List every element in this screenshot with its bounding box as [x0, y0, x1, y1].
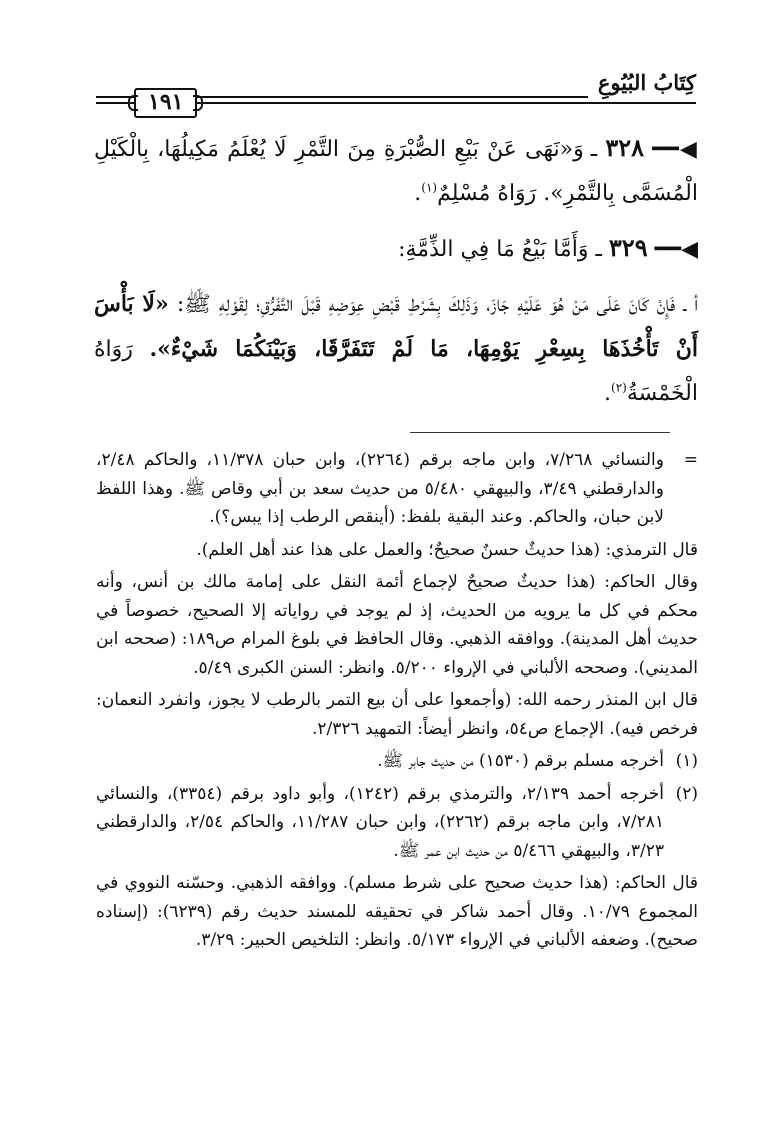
main-text: [94, 126, 698, 426]
footnote-2: [96, 780, 698, 866]
item-text: ـ وَ«نَهَى عَنْ بَيْعِ الصُّبْرَةِ مِنَ التَّمْرِ لَا يُعْلَمُ مَكِيلُهَا، بِالْكَيْلِ الْمُسَمَّى بِالتَّمْرِ». رَوَاهُ مُسْلِمٌ: [94, 137, 698, 206]
footnote-text: أخرجه أحمد ٢/١٣٩، والترمذي برقم (١٢٤٢)، وأبو داود برقم (٣٣٥٤)، والنسائي ٧/٢٨١، وابن ماجه برقم (٢٢٦٢)، وابن حبان ١١/٢٨٧، والحاكم ٢/٥٤، والدارقطني ٣/٢٣، والبيهقي ٥/٤٦٦ من حديث ابن عمر ﷺ.: [96, 783, 664, 861]
footnote-ref: (٢): [611, 380, 627, 395]
footnote-ref: (١): [421, 180, 438, 195]
footnote-separator: [410, 432, 670, 433]
item-328: ◀━━ ٣٢٨ ـ وَ«نَهَى عَنْ بَيْعِ الصُّبْرَةِ مِنَ التَّمْرِ لَا يُعْلَمُ مَكِيلُهَا، بِالْكَيْلِ الْمُسَمَّى بِالتَّمْرِ». رَوَاهُ مُسْلِمٌ$^{(١)}$.: [94, 133, 698, 206]
continuation-marker: =: [683, 450, 698, 470]
page-header: [96, 68, 696, 118]
footnote-2-hakim: قال الحاكم: (هذا حديث صحيح على شرط مسلم). ووافقه الذهبي. وحسّنه النووي في المجموع ١٠/٧٩. وقال أحمد شاكر في تحقيقه للمسند حديث رقم (٦٢٣٩): (إسناده صحيح). وضعفه الألباني في الإرواء ٥/١٧٣. وانظر: التلخيص الحبير: ٣/٢٩.: [96, 873, 698, 950]
footnote-1: [96, 747, 698, 776]
item-number: ٣٢٨: [605, 133, 645, 162]
footnote-marker: (١): [675, 751, 698, 771]
hadith-quote: «لَا بَأْسَ أَنْ تَأْخُذَهَا بِسِعْرِ يَوْمِهَا، مَا لَمْ تَتَفَرَّقَا، وَبَيْنَكُمَا شَيْءٌ».: [94, 291, 699, 362]
footnote-ibn-mundhir: قال ابن المنذر رحمه الله: (وأجمعوا على أن بيع التمر بالرطب لا يجوز، وانفرد النعمان: فرخص فيه). الإجماع ص٥٤، وانظر أيضاً: التمهيد ٢/٣٢٦.: [96, 690, 698, 739]
item-number: ٣٢٩: [608, 233, 648, 262]
footnote-text: والنسائي ٧/٢٦٨، وابن ماجه برقم (٢٢٦٤)، وابن حبان ١١/٣٧٨، والحاكم ٢/٤٨، والدارقطني ٣/٤٩، والبيهقي ٥/٤٨٠ من حديث سعد بن أبي وقاص ﷺ. وهذا اللفظ لابن حبان، والحاكم. وعند البقية بلفظ: (أينقص الرطب إذا يبس؟).: [96, 450, 664, 527]
book-title: كِتَابُ البُيُوعِ: [588, 68, 696, 98]
item-marker-icon: ◀━━: [652, 136, 698, 162]
footnote-tirmidhi: قال الترمذي: (هذا حديثٌ حسنٌ صحيحٌ؛ والعمل على هذا عند أهل العلم).: [196, 539, 698, 560]
page-number: ١٩١: [134, 88, 197, 118]
footnotes: [96, 446, 698, 959]
paragraph-a: أ ـ فَإِنْ كَانَ عَلَى مَنْ هُوَ عَلَيْهِ جَازَ، وَذَلِكَ بِشَرْطِ قَبْضِ عِوَضِهِ قَبْلَ التَّفَرُّقِ؛ لِقَوْلِهِ ﷺ: «لَا بَأْسَ أَنْ تَأْخُذَهَا بِسِعْرِ يَوْمِهَا، مَا لَمْ تَتَفَرَّقَا، وَبَيْنَكُمَا شَيْءٌ». رَوَاهُ الْخَمْسَةُ$^{(٢)}$.: [94, 291, 699, 406]
footnote-text: أخرجه مسلم برقم (١٥٣٠) من حديث جابر ﷺ.: [377, 751, 664, 771]
source-text: رَوَاهُ الْخَمْسَةُ: [94, 337, 698, 406]
item-text: ـ وَأَمَّا بَيْعُ مَا فِي الذِّمَّةِ:: [398, 237, 602, 262]
item-329: [94, 226, 698, 272]
footnote-hakim: وقال الحاكم: (هذا حديثٌ صحيحٌ لإجماع أئمة النقل على إمامة مالك بن أنس، وأنه محكم في كل ما يرويه من الحديث، إذ لم يوجد في رواياته إلا الصحيح، خصوصاً في حديث أهل المدينة). ووافقه الذهبي. وقال الحافظ في بلوغ المرام ص١٨٩: (صححه ابن المديني). وصححه الألباني في الإرواء ٥/٢٠٠. وانظر: السنن الكبرى ٥/٤٩.: [96, 572, 698, 678]
paragraph-text: أ ـ فَإِنْ كَانَ عَلَى مَنْ هُوَ عَلَيْهِ جَازَ، وَذَلِكَ بِشَرْطِ قَبْضِ عِوَضِهِ قَبْلَ التَّفَرُّقِ؛ لِقَوْلِهِ ﷺ:: [176, 292, 699, 317]
footnote-marker: (٢): [675, 783, 698, 804]
footnote-continuation: [96, 446, 698, 532]
item-marker-icon: ◀━━: [654, 236, 698, 262]
